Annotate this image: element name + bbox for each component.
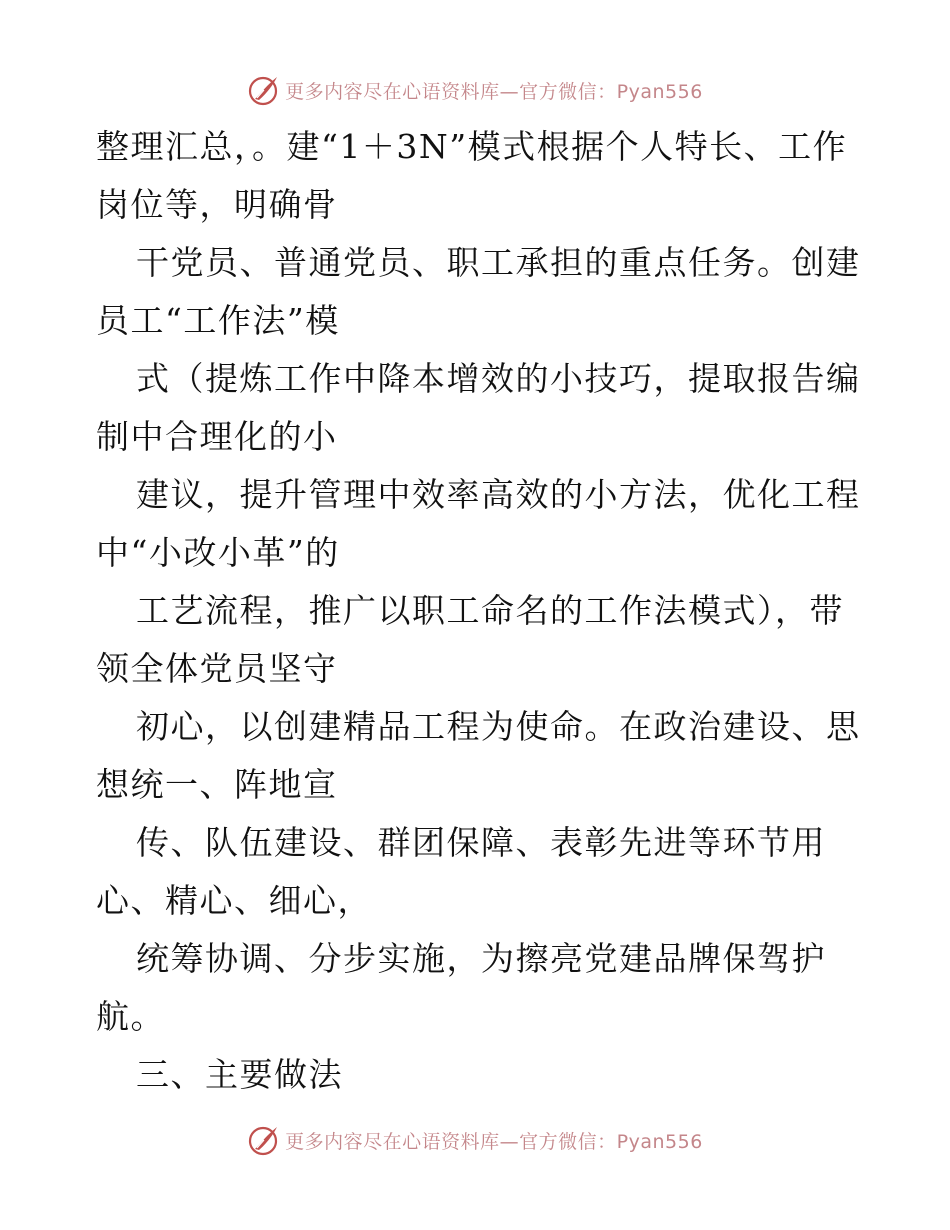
quill-pen-logo-icon xyxy=(247,1123,281,1157)
text-line: 初心，以创建精品工程为使命。在政治建设、思 xyxy=(136,707,861,746)
document-body xyxy=(96,118,866,1104)
footer-banner-text: 更多内容尽在心语资料库—官方微信：Pyan556 xyxy=(285,1130,703,1153)
quill-pen-logo-icon xyxy=(247,73,281,107)
text-line: 制中合理化的小 xyxy=(96,417,338,456)
text-line: 建议，提升管理中效率高效的小方法，优化工程 xyxy=(136,475,861,514)
text-line: 航。 xyxy=(96,997,165,1036)
text-line: 工艺流程，推广以职工命名的工作法模式），带 xyxy=(136,591,844,630)
text-line: 员工“工作法”模 xyxy=(96,301,340,340)
text-line: 传、队伍建设、群团保障、表彰先进等环节用 xyxy=(136,823,826,862)
text-line: 干党员、普通党员、职工承担的重点任务。创建 xyxy=(136,243,861,282)
text-line: 中“小改小革”的 xyxy=(96,533,340,572)
text-line: 统筹协调、分步实施，为擦亮党建品牌保驾护 xyxy=(136,939,826,978)
footer-watermark xyxy=(0,1120,950,1160)
text-line: 想统一、阵地宣 xyxy=(96,765,338,804)
header-banner-text: 更多内容尽在心语资料库—官方微信：Pyan556 xyxy=(285,80,703,103)
text-line: 岗位等，明确骨 xyxy=(96,185,338,224)
header-watermark xyxy=(0,70,950,110)
text-line: 心、精心、细心， xyxy=(96,881,372,920)
section-heading: 三、主要做法 xyxy=(136,1055,343,1094)
text-line: 式（提炼工作中降本增效的小技巧，提取报告编 xyxy=(136,359,861,398)
text-line: 领全体党员坚守 xyxy=(96,649,338,688)
text-line: 整理汇总，。建“1＋3N”模式根据个人特长、工作 xyxy=(96,127,848,166)
